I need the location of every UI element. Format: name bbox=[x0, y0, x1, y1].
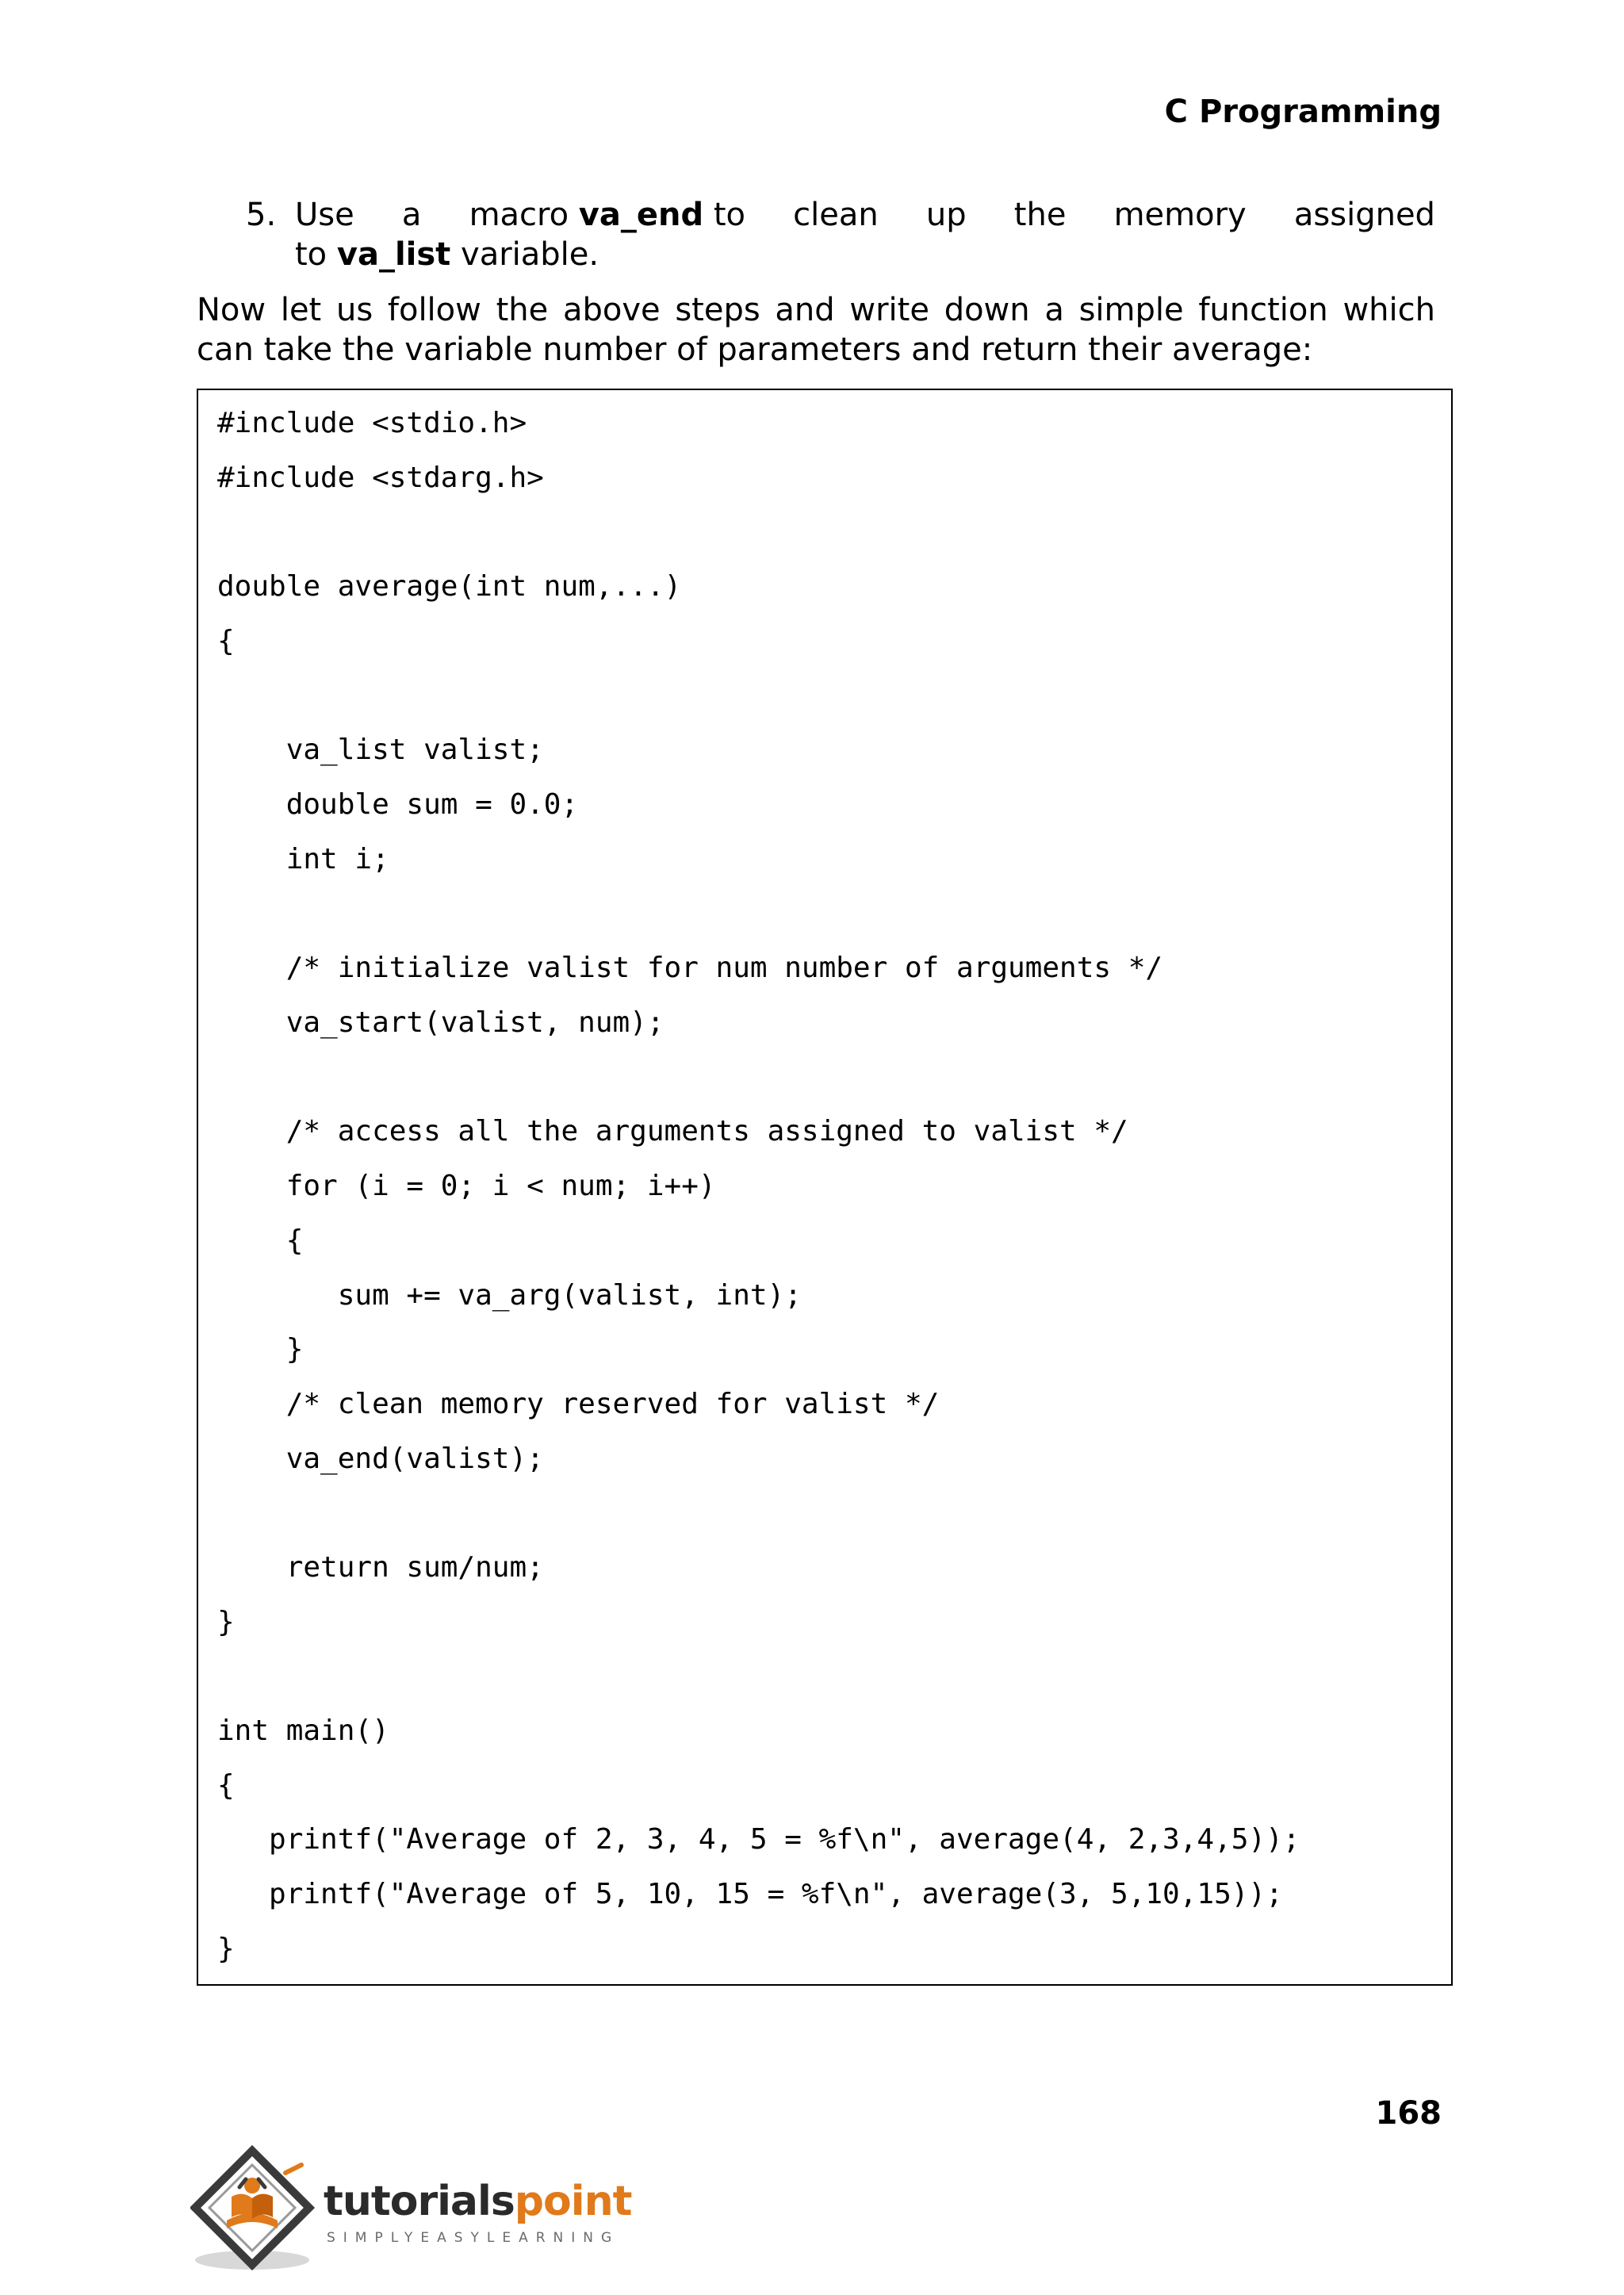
step-word: a bbox=[401, 197, 422, 233]
code-line: { bbox=[217, 625, 235, 657]
step-word: variable. bbox=[461, 236, 599, 273]
code-line: va_end(valist); bbox=[217, 1443, 544, 1475]
logo-tagline: SIMPLYEASYLEARNING bbox=[327, 2230, 620, 2246]
intro-paragraph: Now let us follow the above steps and write down a simple function which can take the variable number of parameters and return their average: bbox=[197, 292, 1435, 368]
logo-wordmark-tutorials: tutorials bbox=[324, 2178, 515, 2225]
code-block bbox=[197, 389, 1453, 1986]
step-word: macro bbox=[469, 197, 569, 233]
step-word: to bbox=[713, 197, 745, 233]
code-line: printf("Average of 5, 10, 15 = %f\n", average(3, 5,10,15)); bbox=[217, 1878, 1283, 1910]
code-line: } bbox=[217, 1606, 235, 1638]
step-word: assigned bbox=[1293, 197, 1435, 233]
code-line: { bbox=[217, 1769, 235, 1802]
step-word: up bbox=[925, 197, 967, 233]
step-word-group bbox=[469, 195, 745, 235]
logo-wordmark bbox=[324, 2178, 631, 2225]
step-item bbox=[246, 195, 1435, 274]
code-line: { bbox=[217, 1224, 304, 1257]
step-body bbox=[295, 195, 1435, 274]
step-word: Use bbox=[295, 197, 354, 233]
code-line: } bbox=[217, 1933, 235, 1965]
logo-emblem-icon bbox=[190, 2141, 325, 2276]
code-line: #include <stdarg.h> bbox=[217, 462, 544, 494]
step-keyword-va-list: va_list bbox=[336, 236, 451, 273]
code-line: /* initialize valist for num number of arguments */ bbox=[217, 952, 1163, 984]
code-line: printf("Average of 2, 3, 4, 5 = %f\n", average(4, 2,3,4,5)); bbox=[217, 1823, 1300, 1856]
code-line: #include <stdio.h> bbox=[217, 407, 527, 439]
page-header-title: C Programming bbox=[1164, 94, 1442, 130]
logo-wordmark-point: point bbox=[514, 2178, 632, 2225]
code-line: sum += va_arg(valist, int); bbox=[217, 1279, 802, 1312]
code-line: return sum/num; bbox=[217, 1551, 544, 1584]
step-word: memory bbox=[1113, 197, 1247, 233]
code-line: va_list valist; bbox=[217, 734, 544, 766]
step-line-1 bbox=[295, 195, 1435, 235]
step-word: clean bbox=[793, 197, 879, 233]
step-line-2 bbox=[295, 235, 1435, 274]
code-line: /* access all the arguments assigned to valist */ bbox=[217, 1115, 1128, 1148]
code-line: double average(int num,...) bbox=[217, 570, 682, 603]
code-line: int main() bbox=[217, 1715, 389, 1747]
step-word: to bbox=[295, 236, 327, 273]
code-line: /* clean memory reserved for valist */ bbox=[217, 1388, 940, 1420]
step-number: 5. bbox=[246, 197, 277, 233]
page-number: 168 bbox=[1375, 2095, 1442, 2132]
code-line: } bbox=[217, 1333, 304, 1366]
step-keyword-va-end: va_end bbox=[578, 197, 704, 233]
code-line: va_start(valist, num); bbox=[217, 1006, 665, 1039]
code-line: double sum = 0.0; bbox=[217, 788, 579, 821]
tutorialspoint-logo bbox=[190, 2141, 650, 2276]
step-word: the bbox=[1013, 197, 1067, 233]
code-line: for (i = 0; i < num; i++) bbox=[217, 1170, 716, 1202]
code-line: int i; bbox=[217, 843, 389, 875]
